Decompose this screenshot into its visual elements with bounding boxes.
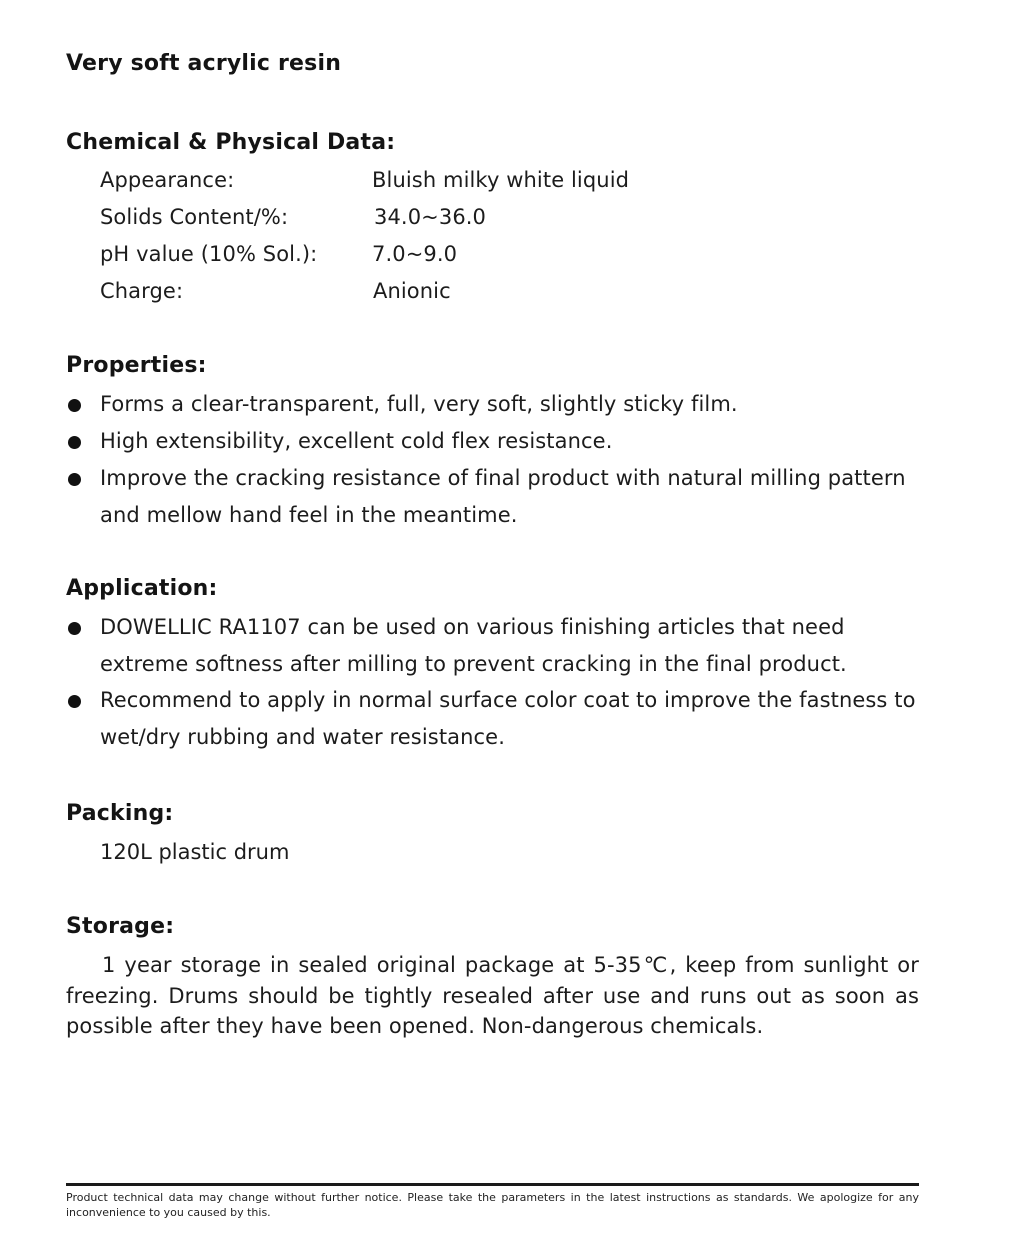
ph-value-label: pH value (10% Sol.): <box>100 242 318 266</box>
document-title: Very soft acrylic resin <box>66 51 342 76</box>
storage-heading: Storage: <box>66 914 175 939</box>
ph-value-value: 7.0~9.0 <box>372 242 458 266</box>
footer-divider <box>66 1183 919 1186</box>
properties-heading: Properties: <box>66 353 207 378</box>
properties-item: Forms a clear-transparent, full, very soft, slightly sticky film. <box>100 392 738 416</box>
properties-item: High extensibility, excellent cold flex resistance. <box>100 429 613 453</box>
solids-content-label: Solids Content/%: <box>100 205 289 229</box>
charge-label: Charge: <box>100 279 184 303</box>
packing-heading: Packing: <box>66 801 174 826</box>
chemical-physical-heading: Chemical & Physical Data: <box>66 130 396 155</box>
packing-text: 120L plastic drum <box>100 840 290 864</box>
bullet-icon <box>68 622 81 635</box>
storage-text: 1 year storage in sealed original package at 5-35℃, keep from sunlight or freezing. Drums should be tightly resealed after use and runs out as soon as possible after they have been opened. Non-dangerous chemicals. <box>66 953 919 1038</box>
bullet-icon <box>68 436 81 449</box>
appearance-label: Appearance: <box>100 168 235 192</box>
application-heading: Application: <box>66 576 218 601</box>
bullet-icon <box>68 399 81 412</box>
application-item: Recommend to apply in normal surface color coat to improve the fastness to wet/dry rubbing and water resistance. <box>100 688 916 749</box>
footer-disclaimer: Product technical data may change without further notice. Please take the parameters in the latest instructions as standards. We apologize for any inconvenience to you caused by this. <box>66 1191 919 1219</box>
bullet-icon <box>68 473 81 486</box>
application-item: DOWELLIC RA1107 can be used on various finishing articles that need extreme softness after milling to prevent cracking in the final product. <box>100 615 847 676</box>
solids-content-value: 34.0~36.0 <box>374 205 487 229</box>
charge-value: Anionic <box>373 279 451 303</box>
appearance-value: Bluish milky white liquid <box>372 168 630 192</box>
properties-item: Improve the cracking resistance of final product with natural milling pattern and mellow hand feel in the meantime. <box>100 466 906 527</box>
bullet-icon <box>68 695 81 708</box>
